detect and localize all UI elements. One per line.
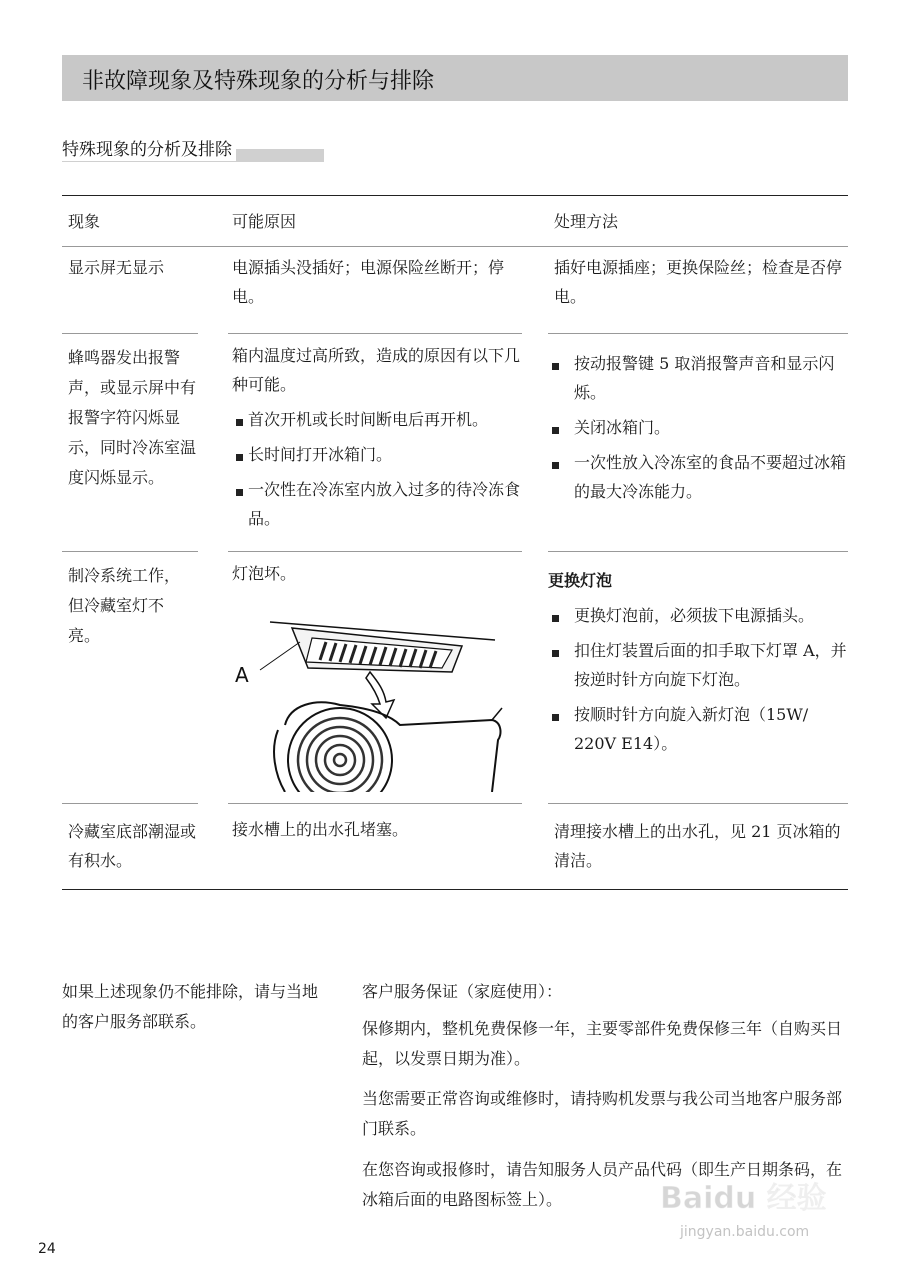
row3-solution [548, 566, 848, 758]
row3-solution-title: 更换灯泡 [548, 571, 613, 590]
row-rule [548, 551, 848, 552]
row4-solution: 清理接水槽上的出水孔，见 21 页冰箱的清洁。 [554, 822, 841, 870]
header-symptom: 现象 [68, 212, 101, 231]
service-paragraph: 当您需要正常咨询或维修时，请持购机发票与我公司当地客户服务部门联系。 [362, 1089, 843, 1138]
header-rule [62, 246, 848, 247]
row2-solution [548, 349, 848, 506]
row3-symptom: 制冷系统工作，但冷藏室灯不亮。 [68, 566, 181, 645]
list-item: 首次开机或长时间断电后再开机。 [232, 405, 524, 434]
row2-cause-intro: 箱内温度过高所致，造成的原因有以下几种可能。 [232, 346, 521, 394]
header-cause: 可能原因 [232, 212, 297, 231]
service-paragraph: 在您咨询或报修时，请告知服务人员产品代码（即生产日期条码，在冰箱后面的电路图标签上）。 [362, 1160, 843, 1209]
baidu-watermark [640, 1170, 860, 1250]
contact-note: 如果上述现象仍不能排除，请与当地的客户服务部联系。 [62, 982, 319, 1031]
watermark-brand: Baidu 经验 [660, 1181, 827, 1216]
lamp-cover-illustration [230, 610, 522, 792]
header-solution: 处理方法 [554, 212, 619, 231]
row-rule [548, 333, 848, 334]
watermark-url: jingyan.baidu.com [680, 1224, 810, 1240]
row-rule [62, 803, 198, 804]
page-title: 非故障现象及特殊现象的分析与排除 [82, 69, 435, 94]
row-rule [62, 333, 198, 334]
service-paragraph: 保修期内，整机免费保修一年，主要零部件免费保修三年（自购买日起，以发票日期为准）。 [362, 1019, 843, 1068]
lamp-figure-svg [230, 610, 522, 792]
row3-cause: 灯泡坏。 [232, 564, 297, 583]
row2-cause [232, 341, 524, 533]
table-top-rule [62, 195, 848, 196]
row-rule [228, 551, 522, 552]
list-item: 关闭冰箱门。 [548, 413, 848, 442]
row4-cause: 接水槽上的出水孔堵塞。 [232, 820, 409, 839]
table-bottom-rule [62, 889, 848, 890]
title-bar [62, 55, 848, 101]
row4-symptom: 冷藏室底部潮湿或有积水。 [68, 822, 197, 870]
row-rule [228, 333, 522, 334]
row1-symptom: 显示屏无显示 [68, 258, 165, 277]
row-rule [62, 551, 198, 552]
list-item: 按顺时针方向旋入新灯泡（15W/ 220V E14）。 [548, 700, 848, 758]
row-rule [228, 803, 522, 804]
section-subtitle: 特殊现象的分析及排除 [62, 139, 236, 161]
figure-label-a: A [235, 663, 249, 687]
row2-symptom: 蜂鸣器发出报警声，或显示屏中有报警字符闪烁显示，同时冷冻室温度闪烁显示。 [68, 348, 197, 487]
list-item: 更换灯泡前，必须拔下电源插头。 [548, 601, 848, 630]
list-item: 扣住灯装置后面的扣手取下灯罩 A，并按逆时针方向旋下灯泡。 [548, 636, 848, 694]
list-item: 长时间打开冰箱门。 [232, 440, 524, 469]
service-title: 客户服务保证（家庭使用）： [362, 982, 563, 1001]
list-item: 一次性在冷冻室内放入过多的待冷冻食品。 [232, 475, 524, 533]
row1-cause: 电源插头没插好；电源保险丝断开；停电。 [232, 258, 505, 306]
row-rule [548, 803, 848, 804]
list-item: 按动报警键 5 取消报警声音和显示闪烁。 [548, 349, 848, 407]
page-number: 24 [38, 1241, 56, 1257]
row1-solution: 插好电源插座；更换保险丝；检查是否停电。 [554, 258, 843, 306]
list-item: 一次性放入冷冻室的食品不要超过冰箱的最大冷冻能力。 [548, 448, 848, 506]
